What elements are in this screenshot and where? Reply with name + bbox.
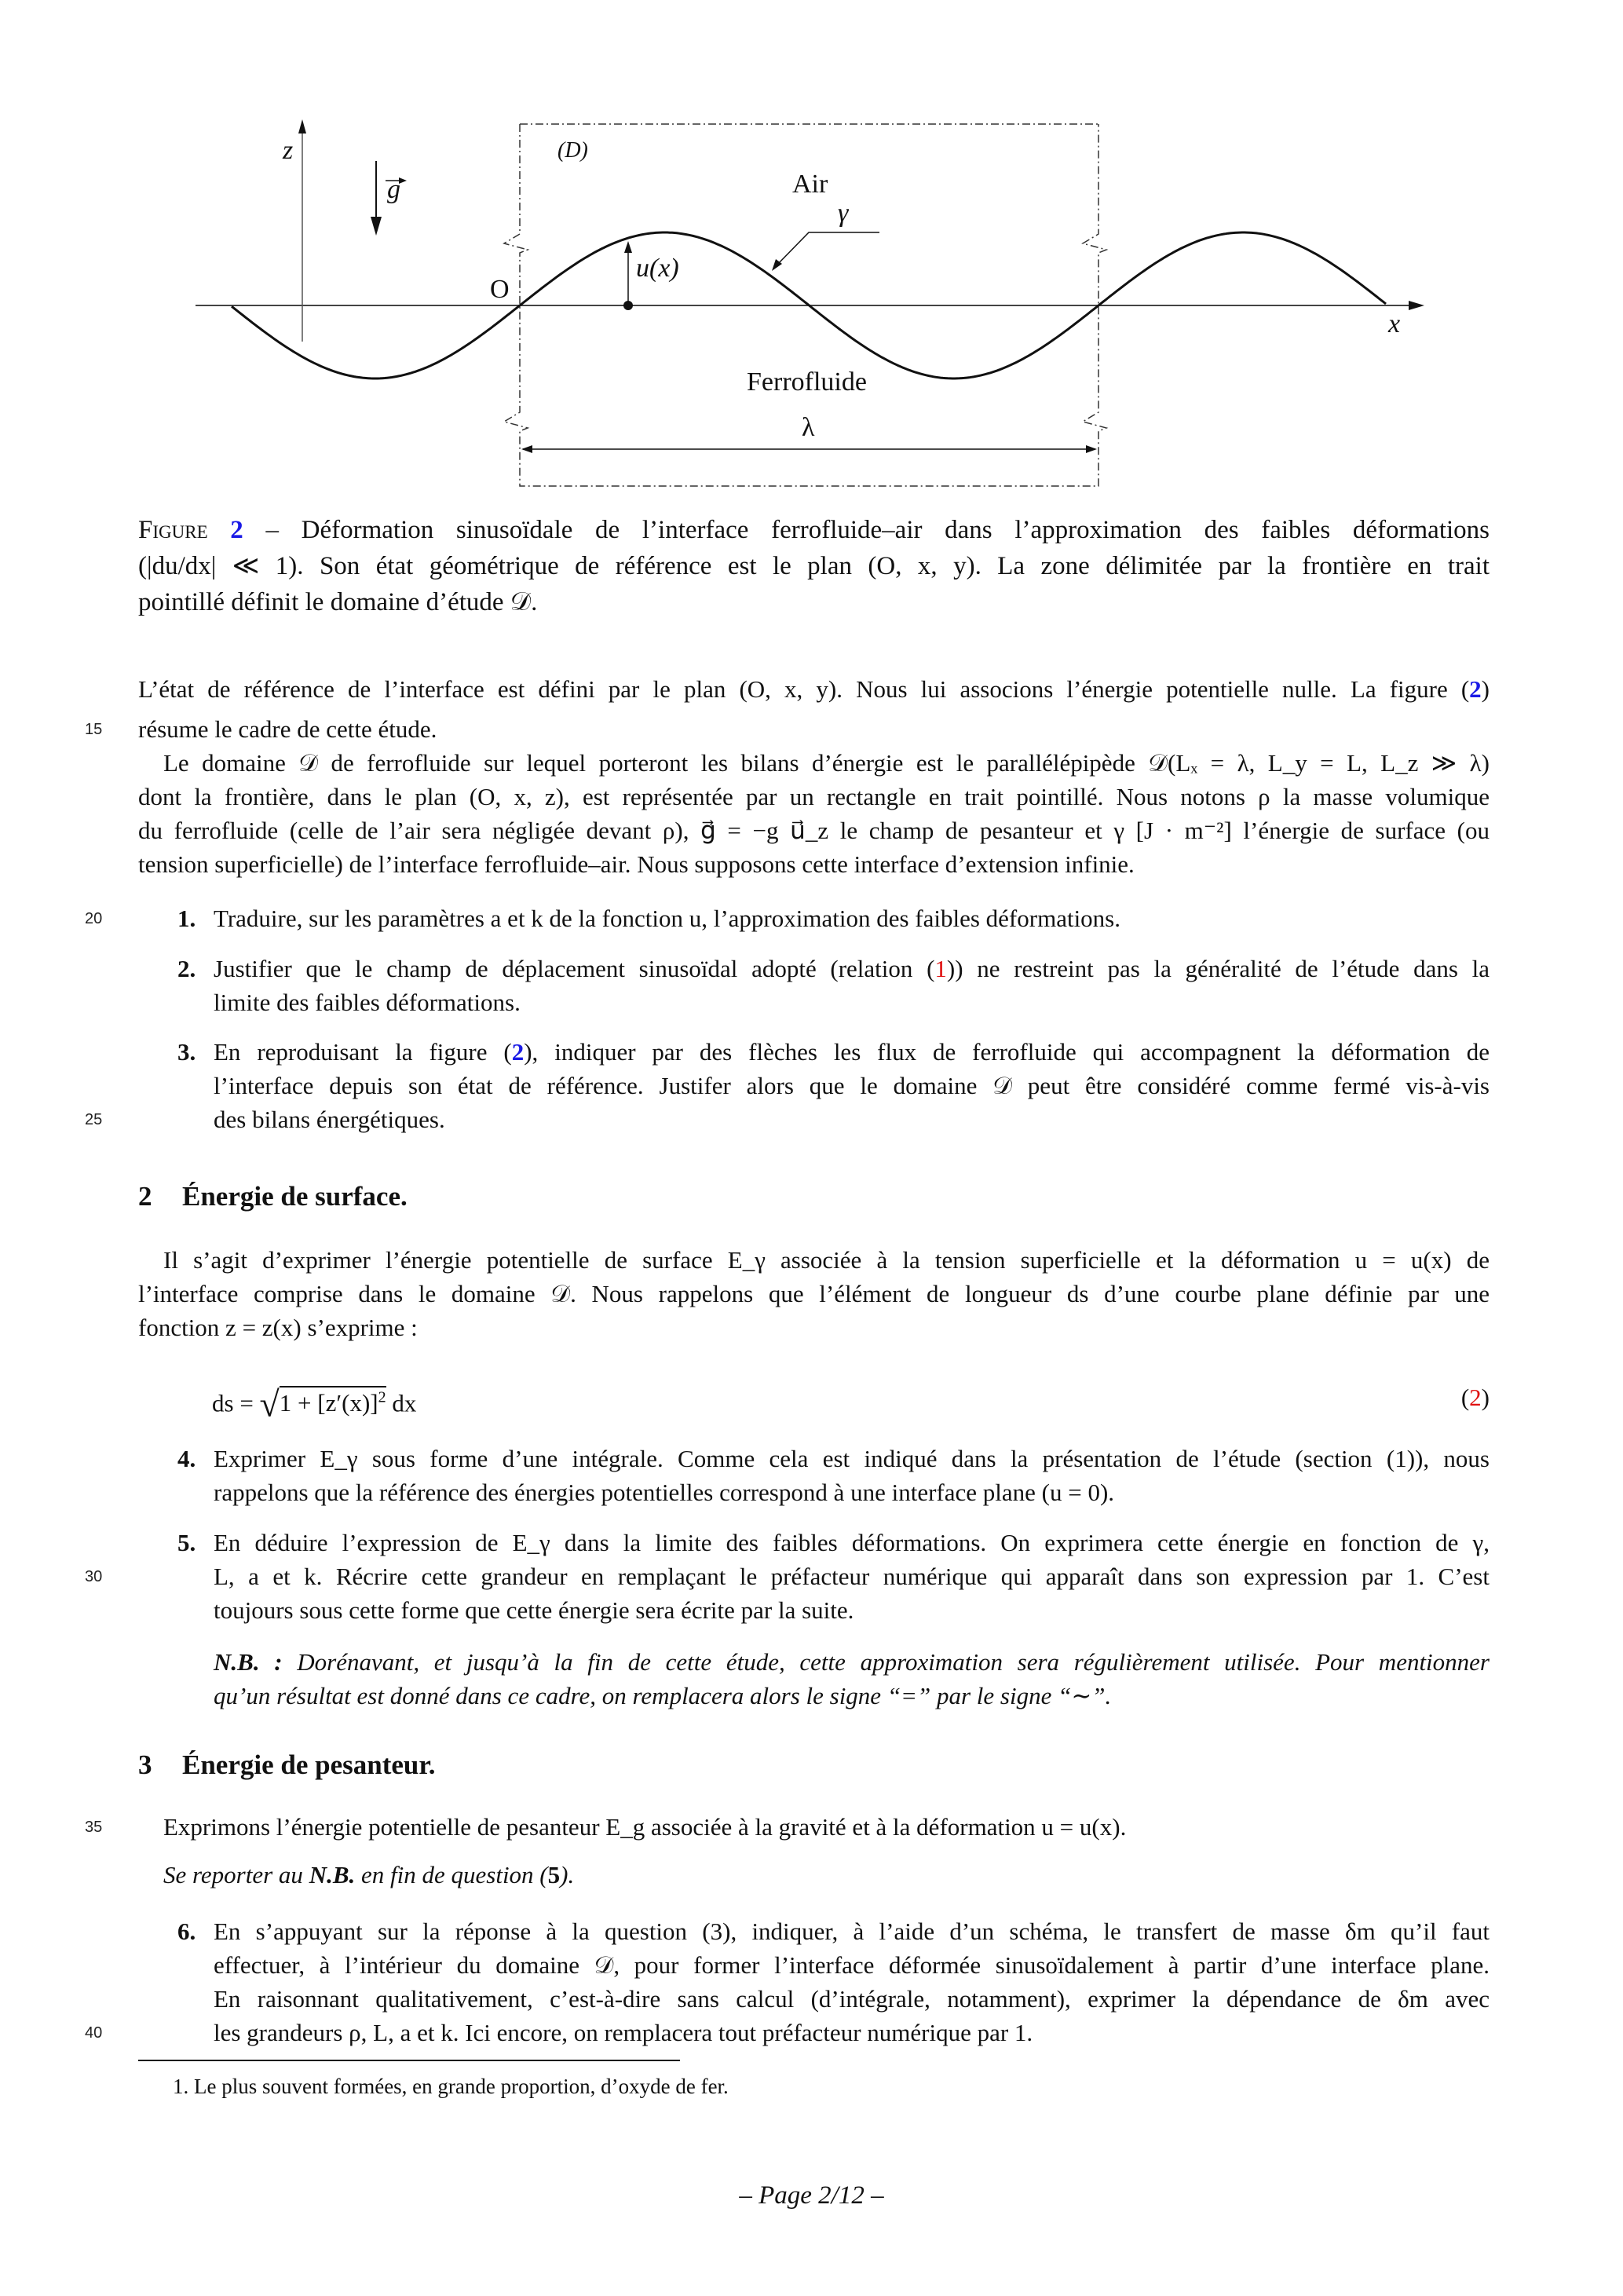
question-number: 5. [177,1529,196,1556]
caption-text: – Déformation sinusoïdale de l’interface ferrofluide–air dans l’approximation des faibles déformations [243,516,1490,544]
gravity-label: g [387,175,400,204]
gamma-label: γ [838,199,849,228]
line-number: 40 [85,2024,103,2042]
question-6-line-2: effectuer, à l’intérieur du domaine 𝒟, pour former l’interface déformée sinusoïdalement à partir d’une interface plane. [214,1951,1490,1979]
intro-p2-line-3: du ferrofluide (celle de l’air sera négligée devant ρ), g⃗ = −g u⃗_z le champ de pesanteur et γ [J · m⁻²] l’énergie de surface (ou [138,817,1490,844]
nb-label: N.B. : [214,1648,283,1676]
section-2-line-3: fonction z = z(x) s’exprime : [138,1314,418,1341]
question-3-line-3: des bilans énergétiques. [214,1106,445,1133]
intro-text-end: ) [1481,675,1490,703]
air-label: Air [792,170,828,199]
page-number: – Page 2/12 – [739,2181,884,2210]
section-2-line-2: l’interface comprise dans le domaine 𝒟. Nous rappelons que l’élément de longueur ds d’une courbe plane définie par une [138,1280,1490,1307]
origin-label: O [490,275,510,304]
equation-2 [212,1382,417,1424]
nb-line-2: qu’un résultat est donné dans ce cadre, on remplacera alors le signe “=” par le signe “∼”. [214,1682,1112,1709]
section-2-line-1: Il s’agit d’exprimer l’énergie potentielle de surface E_γ associée à la tension superficielle et la déformation u = u(x) de [163,1246,1490,1274]
line-number: 30 [85,1568,103,1585]
question-number: 1. [177,905,196,932]
caption-figure-number[interactable]: 2 [230,516,243,544]
gamma-leader-line [773,232,879,269]
intro-line-2: résume le cadre de cette étude. [138,715,437,743]
displacement-arrowhead [624,241,632,253]
line-number: 25 [85,1111,103,1128]
section-title: Énergie de pesanteur. [182,1749,436,1780]
intro-p2-line-1: Le domaine 𝒟 de ferrofluide sur lequel porteront les bilans d’énergie est le parallélépipède 𝒟(Lₓ = λ, L_y = L, L_z ≫ λ) [163,749,1490,777]
question-text: Justifier que le champ de déplacement sinusoïdal adopté (relation ( [214,955,935,982]
ref-text: Se reporter au [163,1861,309,1888]
intro-p2-line-4: tension superficielle) de l’interface ferrofluide–air. Nous supposons cette interface d’extension infinie. [138,850,1135,878]
x-axis-label: x [1388,309,1401,338]
sqrt-radicand [280,1386,386,1417]
displacement-point [623,301,633,310]
question-6-line-4: les grandeurs ρ, L, a et k. Ici encore, on remplacera tout préfacteur numérique par 1. [214,2019,1033,2046]
question-number: 2. [177,955,196,982]
section-title: Énergie de surface. [182,1181,408,1212]
figure-ref-link[interactable]: 2 [511,1038,525,1066]
question-4-line-2: rappelons que la référence des énergies potentielles correspond à une interface plane (u = 0). [214,1479,1115,1506]
equation-number-value[interactable]: 2 [1469,1384,1482,1411]
question-5-line-2: L, a et k. Récrire cette grandeur en remplaçant le préfacteur numérique qui apparaît dans son expression par 1. C’est [214,1563,1490,1590]
question-number: 6. [177,1918,196,1945]
equation-lhs: ds = [212,1389,260,1417]
question-5-line-1: En déduire l’expression de E_γ dans la limite des faibles déformations. On exprimera cette énergie en fonction de γ, [214,1529,1490,1556]
wavelength-label: λ [802,413,815,442]
figure-caption-line-2: (|du/dx| ≪ 1). Son état géométrique de référence est le plan (O, x, y). La zone délimitée par la frontière en trait [138,552,1490,580]
line-number: 20 [85,910,103,927]
question-3-line-1 [214,1036,1490,1068]
question-5-line-3: toujours sous cette forme que cette énergie sera écrite par la suite. [214,1596,854,1624]
question-text: )) ne restreint pas la généralité de l’étude dans la [946,955,1490,982]
section-3-line-1: Exprimons l’énergie potentielle de pesanteur E_g associée à la gravité et à la déformation u = u(x). [163,1813,1127,1841]
wavelength-arrowhead-right [1086,445,1097,453]
x-axis-arrowhead [1409,301,1424,310]
ref-text: ). [560,1861,575,1888]
ref-nb: N.B. [309,1861,356,1888]
footnote-rule [138,2060,680,2061]
sqrt-sign: √ [259,1384,280,1424]
question-2-line-1 [214,953,1490,985]
footnote: 1. Le plus souvent formées, en grande proportion, d’oxyde de fer. [173,2075,729,2098]
ref-text: en fin de question ( [355,1861,548,1888]
line-number: 35 [85,1819,103,1836]
section-number: 2 [138,1181,152,1212]
caption-prefix: Figure [138,516,208,544]
equation-number: (2) [1460,1384,1490,1411]
intro-line-1 [138,674,1490,705]
section-2-heading [138,1179,408,1214]
intro-p2-line-2: dont la frontière, dans le plan (O, x, z), est représentée par un rectangle en trait pointillé. Nous notons ρ la masse volumique [138,783,1490,810]
question-ref-link[interactable]: 5 [547,1861,561,1888]
question-6-line-3: En raisonnant qualitativement, c’est-à-dire sans calcul (d’intégrale, notamment), exprimer la dépendance de δm avec [214,1985,1490,2013]
z-axis-arrowhead [298,119,306,133]
figure-caption-line-1 [138,512,1490,548]
section-number: 3 [138,1749,152,1780]
question-2-line-2: limite des faibles déformations. [214,989,521,1016]
line-number: 15 [85,721,103,738]
question-text: En reproduisant la figure ( [214,1038,512,1066]
displacement-label: u(x) [636,254,679,283]
z-axis-label: z [283,136,294,165]
relation-ref-link[interactable]: 1 [934,955,947,982]
ferrofluid-label: Ferrofluide [747,367,867,397]
wavelength-arrowhead-left [521,445,532,453]
nb-text: Dorénavant, et jusqu’à la fin de cette étude, cette approximation sera régulièrement utilisée. Pour mentionner [282,1648,1490,1676]
gravity-arrowhead [371,217,382,236]
intro-text: L’état de référence de l’interface est défini par le plan (O, x, y). Nous lui associons l’énergie potentielle nulle. La figure ( [138,675,1470,703]
question-text: ), indiquer par des flèches les flux de ferrofluide qui accompagnent la déformation de [524,1038,1490,1066]
figure-ref-link[interactable]: 2 [1469,675,1482,703]
section-3-heading [138,1748,435,1782]
question-1-text: Traduire, sur les paramètres a et k de la fonction u, l’approximation des faibles déformations. [214,905,1120,932]
domain-label: (D) [557,138,588,163]
nb-line-1 [214,1647,1490,1678]
question-number: 3. [177,1038,196,1066]
question-4-line-1: Exprimer E_γ sous forme d’une intégrale. Comme cela est indiqué dans la présentation de l’étude (section (1)), nous [214,1445,1490,1472]
question-6-line-1: En s’appuyant sur la réponse à la question (3), indiquer, à l’aide d’un schéma, le transfert de masse δm qu’il faut [214,1918,1490,1945]
question-number: 4. [177,1445,196,1472]
figure-caption-line-3: pointillé définit le domaine d’étude 𝒟. [138,588,538,616]
radicand-text: 1 + [z′(x)] [279,1389,378,1417]
exponent: 2 [378,1389,386,1406]
section-3-reference [163,1859,1515,1891]
question-3-line-2: l’interface depuis son état de référence. Justifer alors que le domaine 𝒟 peut être considéré comme fermé vis-à-vis [214,1072,1490,1099]
equation-differential: dx [386,1389,417,1417]
